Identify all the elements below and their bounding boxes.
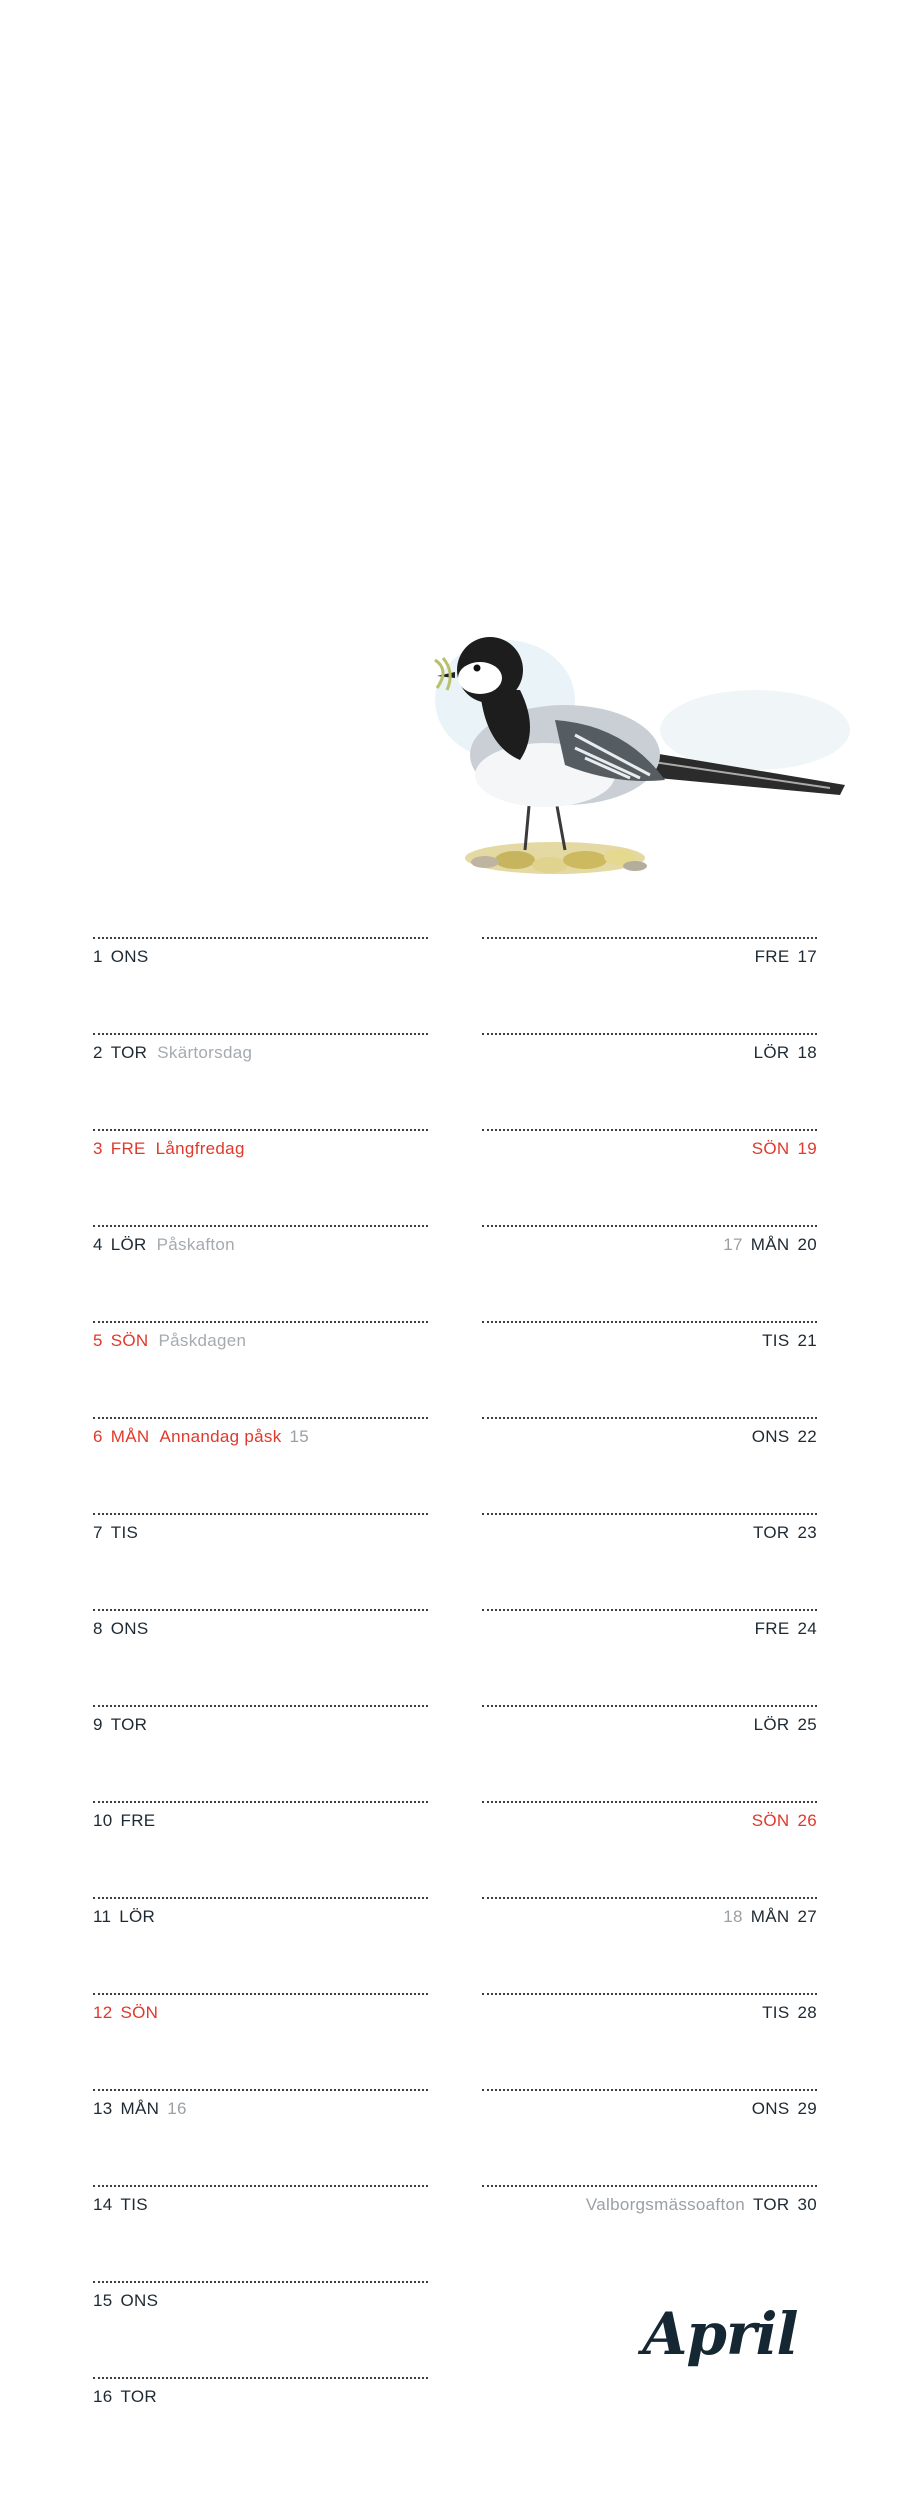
day-number: 9 [93, 1715, 103, 1734]
day-entry [482, 1235, 817, 1255]
weekday-label: TOR [753, 2195, 790, 2214]
day-entry [93, 1619, 428, 1639]
day-entry [482, 1811, 817, 1831]
day-row [482, 1129, 817, 1227]
weekday-label: TIS [110, 1523, 139, 1542]
holiday-label: Annandag påsk [159, 1427, 282, 1446]
day-number: 21 [797, 1331, 817, 1350]
day-row [93, 2185, 428, 2283]
day-number: 17 [797, 947, 817, 966]
holiday-label: Långfredag [155, 1139, 245, 1158]
day-entry [93, 2291, 428, 2311]
day-entry [482, 1523, 817, 1543]
day-entry [482, 1907, 817, 1927]
day-row [482, 1417, 817, 1515]
day-entry [93, 1331, 428, 1351]
day-entry [93, 1715, 428, 1735]
day-row [93, 2377, 428, 2475]
day-row [482, 1513, 817, 1611]
day-entry [482, 1427, 817, 1447]
day-row [93, 1513, 428, 1611]
day-row [482, 1897, 817, 1995]
day-number: 2 [93, 1043, 103, 1062]
weekday-label: ONS [751, 1427, 790, 1446]
weekday-label: LÖR [753, 1043, 790, 1062]
day-entry [482, 947, 817, 967]
day-entry [93, 1811, 428, 1831]
weekday-label: TOR [120, 2387, 157, 2406]
weekday-label: SÖN [751, 1811, 790, 1830]
weekday-label: LÖR [753, 1715, 790, 1734]
day-number: 29 [797, 2099, 817, 2118]
day-entry [93, 1907, 428, 1927]
weekday-label: FRE [754, 947, 790, 966]
weekday-label: LÖR [110, 1235, 147, 1254]
day-row [482, 2089, 817, 2187]
weekday-label: MÅN [120, 2099, 160, 2118]
weekday-label: ONS [751, 2099, 790, 2118]
week-number: 15 [289, 1427, 310, 1446]
day-row [93, 1801, 428, 1899]
day-row [93, 1225, 428, 1323]
week-number: 18 [723, 1907, 743, 1926]
day-row [482, 1225, 817, 1323]
day-row [482, 937, 817, 1035]
day-row [482, 1609, 817, 1707]
day-row [482, 2185, 817, 2283]
weekday-label: SÖN [120, 2003, 159, 2022]
day-row [482, 1321, 817, 1419]
day-row [93, 1321, 428, 1419]
weekday-label: TIS [762, 1331, 790, 1350]
day-number: 25 [797, 1715, 817, 1734]
holiday-label: Påskdagen [158, 1331, 247, 1350]
day-row [93, 2281, 428, 2379]
day-row [93, 1609, 428, 1707]
day-row [482, 1033, 817, 1131]
day-entry [93, 2099, 428, 2119]
day-number: 19 [797, 1139, 817, 1158]
day-number: 14 [93, 2195, 113, 2214]
weekday-label: MÅN [110, 1427, 150, 1446]
day-row [93, 2089, 428, 2187]
weekday-label: FRE [120, 1811, 156, 1830]
day-entry [482, 1619, 817, 1639]
day-row [482, 1705, 817, 1803]
day-number: 1 [93, 947, 103, 966]
day-number: 10 [93, 1811, 113, 1830]
holiday-label: Skärtorsdag [157, 1043, 253, 1062]
day-entry [93, 2387, 428, 2407]
day-row [93, 1129, 428, 1227]
weekday-label: ONS [120, 2291, 159, 2310]
day-number: 20 [797, 1235, 817, 1254]
weekday-label: TIS [762, 2003, 790, 2022]
weekday-label: MÅN [750, 1907, 790, 1926]
day-number: 12 [93, 2003, 113, 2022]
day-number: 15 [93, 2291, 113, 2310]
weekday-label: SÖN [751, 1139, 790, 1158]
day-row [93, 1417, 428, 1515]
day-number: 11 [93, 1907, 112, 1926]
day-number: 28 [797, 2003, 817, 2022]
day-entry [93, 1043, 428, 1063]
day-number: 6 [93, 1427, 103, 1446]
day-entry [482, 1139, 817, 1159]
weekday-label: FRE [110, 1139, 146, 1158]
day-row [93, 1033, 428, 1131]
weekday-label: MÅN [750, 1235, 790, 1254]
day-row [93, 1705, 428, 1803]
day-number: 3 [93, 1139, 103, 1158]
weekday-label: TOR [110, 1043, 148, 1062]
day-row [93, 1897, 428, 1995]
day-number: 7 [93, 1523, 103, 1542]
day-row [93, 1993, 428, 2091]
holiday-label: Påskafton [156, 1235, 235, 1254]
holiday-note: Valborgsmässoafton [585, 2195, 745, 2214]
weekday-label: ONS [110, 947, 149, 966]
day-number: 23 [797, 1523, 817, 1542]
day-number: 16 [93, 2387, 113, 2406]
day-number: 30 [797, 2195, 817, 2214]
wagtail-bird-icon [425, 610, 855, 890]
day-entry [93, 1427, 428, 1447]
day-entry [482, 1715, 817, 1735]
day-number: 22 [797, 1427, 817, 1446]
day-entry [93, 947, 428, 967]
day-number: 5 [93, 1331, 103, 1350]
day-row [482, 1993, 817, 2091]
week-number: 16 [167, 2099, 187, 2118]
weekday-label: TOR [110, 1715, 148, 1734]
day-number: 27 [797, 1907, 817, 1926]
month-title: April [642, 2300, 798, 2368]
weekday-label: TOR [753, 1523, 790, 1542]
day-number: 13 [93, 2099, 113, 2118]
weekday-label: FRE [754, 1619, 790, 1638]
day-number: 18 [797, 1043, 817, 1062]
day-entry [482, 2003, 817, 2023]
day-number: 24 [797, 1619, 817, 1638]
weekday-label: ONS [110, 1619, 149, 1638]
day-entry [93, 1139, 428, 1159]
day-number: 26 [797, 1811, 817, 1830]
day-entry [93, 2003, 428, 2023]
day-entry [93, 1235, 428, 1255]
weekday-label: TIS [120, 2195, 148, 2214]
day-row [482, 1801, 817, 1899]
day-entry [93, 2195, 428, 2215]
day-row [93, 937, 428, 1035]
day-entry [93, 1523, 428, 1543]
day-entry [482, 1043, 817, 1063]
day-number: 4 [93, 1235, 103, 1254]
day-number: 8 [93, 1619, 103, 1638]
weekday-label: SÖN [110, 1331, 149, 1350]
week-number: 17 [723, 1235, 743, 1254]
day-entry [482, 2099, 817, 2119]
weekday-label: LÖR [119, 1907, 156, 1926]
day-entry [482, 1331, 817, 1351]
day-entry [482, 2195, 817, 2215]
